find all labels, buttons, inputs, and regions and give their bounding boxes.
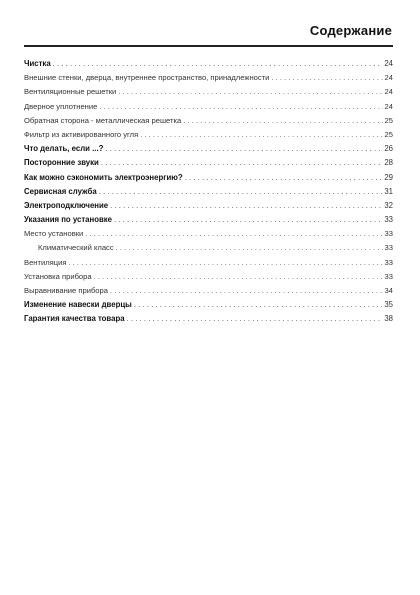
toc-entry-label: Обратная сторона - металлическая решетка — [24, 115, 182, 125]
toc-entry-label: Сервисная служба — [24, 186, 97, 196]
toc-entry-page-number: 29 — [384, 172, 393, 182]
toc-entry[interactable] — [24, 185, 393, 199]
toc-entry[interactable] — [24, 57, 393, 71]
toc-entry-label: Что делать, если ...? — [24, 144, 104, 154]
toc-entry-page-number: 38 — [384, 314, 393, 324]
toc-entry-page-number: 35 — [384, 300, 393, 310]
toc-entry-label: Указания по установке — [24, 215, 112, 225]
toc-entry-page-number: 24 — [384, 73, 393, 83]
dot-leader — [110, 199, 382, 213]
toc-entry[interactable] — [24, 156, 393, 170]
toc-entry[interactable] — [24, 312, 393, 326]
toc-entry[interactable] — [24, 100, 393, 114]
dot-leader — [185, 171, 383, 185]
toc-entry-page-number: 34 — [384, 286, 393, 295]
dot-leader — [105, 142, 382, 156]
header-divider — [24, 45, 393, 47]
toc-entry[interactable] — [24, 227, 393, 241]
toc-entry[interactable] — [24, 171, 393, 185]
toc-entry-label: Внешние стенки, дверца, внутреннее пространство, принадлежности — [24, 73, 270, 83]
toc-entry-label: Вентиляция — [24, 257, 67, 267]
toc-entry-page-number: 25 — [384, 115, 393, 125]
dot-leader — [53, 57, 383, 71]
toc-entry-page-number: 33 — [384, 257, 393, 267]
dot-leader — [68, 256, 382, 270]
toc-entry-label: Гарантия качества товара — [24, 314, 125, 324]
table-of-contents — [24, 57, 393, 327]
page-header — [24, 22, 392, 40]
dot-leader — [85, 227, 382, 241]
toc-entry-label: Климатический класс — [38, 243, 114, 253]
toc-entry-page-number: 26 — [384, 144, 393, 154]
toc-entry-page-number: 33 — [384, 271, 393, 281]
dot-leader — [271, 71, 382, 85]
toc-entry[interactable] — [24, 256, 393, 270]
toc-entry-page-number: 25 — [384, 129, 393, 139]
toc-entry[interactable] — [24, 213, 393, 227]
toc-entry-page-number: 32 — [384, 200, 393, 210]
toc-entry-page-number: 33 — [384, 229, 393, 239]
toc-entry-label: Установка прибора — [24, 271, 92, 281]
toc-entry-label: Место установки — [24, 229, 84, 239]
toc-entry-page-number: 24 — [384, 101, 393, 111]
dot-leader — [114, 213, 382, 227]
dot-leader — [99, 185, 383, 199]
toc-entry-label: Посторонние звуки — [24, 158, 99, 168]
dot-leader — [134, 298, 383, 312]
dot-leader — [183, 114, 382, 128]
toc-entry-label: Изменение навески дверцы — [24, 300, 132, 310]
toc-entry-page-number: 33 — [384, 215, 393, 225]
toc-entry-page-number: 28 — [384, 158, 393, 168]
toc-entry-label: Вентиляционные решетки — [24, 87, 117, 97]
toc-entry[interactable] — [24, 71, 393, 85]
toc-entry[interactable] — [24, 85, 393, 99]
toc-entry[interactable] — [24, 270, 393, 284]
toc-entry-page-number: 24 — [384, 87, 393, 97]
toc-entry[interactable] — [24, 114, 393, 128]
toc-entry-label: Как можно сэкономить электроэнергию? — [24, 172, 183, 182]
toc-entry[interactable] — [24, 241, 393, 255]
dot-leader — [110, 284, 383, 298]
toc-entry[interactable] — [24, 142, 393, 156]
dot-leader — [140, 128, 382, 142]
toc-entry[interactable] — [24, 128, 393, 142]
toc-entry-page-number: 24 — [384, 59, 393, 68]
page-title: Содержание — [309, 23, 392, 38]
toc-entry-label: Дверное уплотнение — [24, 101, 98, 111]
toc-entry-label: Выравнивание прибора — [24, 286, 108, 295]
dot-leader — [94, 270, 383, 284]
toc-entry[interactable] — [24, 298, 393, 312]
toc-entry-page-number: 33 — [384, 243, 393, 253]
dot-leader — [99, 100, 382, 114]
toc-entry[interactable] — [24, 284, 393, 298]
toc-entry-label: Чистка — [24, 59, 51, 68]
dot-leader — [116, 241, 383, 255]
dot-leader — [101, 156, 382, 170]
toc-entry-label: Фильтр из активированного угля — [24, 129, 139, 139]
toc-entry-page-number: 31 — [384, 186, 393, 196]
toc-entry-label: Электроподключение — [24, 200, 109, 210]
dot-leader — [118, 85, 382, 99]
toc-entry[interactable] — [24, 199, 393, 213]
dot-leader — [127, 312, 383, 326]
